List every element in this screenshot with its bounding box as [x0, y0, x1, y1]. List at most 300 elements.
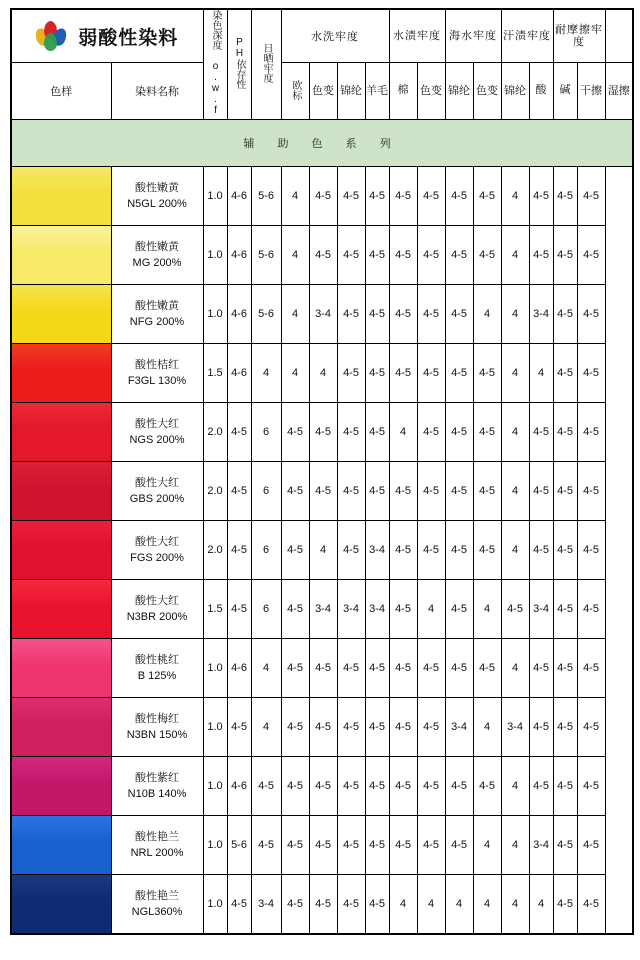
fastness-value: 4-5 — [389, 521, 417, 580]
fastness-value: 4-5 — [445, 757, 473, 816]
fastness-value: 4-5 — [337, 344, 365, 403]
header-seawater-group: 海水牢度 — [445, 9, 501, 63]
fastness-value: 4-5 — [337, 285, 365, 344]
fastness-value: 1.0 — [203, 875, 227, 935]
fastness-value: 4-5 — [309, 639, 337, 698]
fastness-value: 4-5 — [445, 639, 473, 698]
dye-name-line2: NGL360% — [131, 906, 183, 918]
fastness-value: 4-5 — [577, 757, 605, 816]
fastness-value: 6 — [251, 521, 281, 580]
fastness-value: 4-5 — [389, 167, 417, 226]
fastness-value: 4 — [529, 344, 553, 403]
header-sweat-acid: 酸 — [529, 63, 553, 120]
color-swatch — [12, 698, 111, 756]
fastness-value: 4-5 — [365, 226, 389, 285]
header-wash-wool: 羊毛 — [365, 63, 389, 120]
fastness-value: 4-5 — [251, 816, 281, 875]
fastness-value: 3-4 — [365, 580, 389, 639]
fastness-value: 4-5 — [365, 816, 389, 875]
fastness-value: 4-5 — [577, 521, 605, 580]
color-swatch-cell — [11, 639, 111, 698]
fastness-value: 4 — [501, 816, 529, 875]
fastness-value: 4-5 — [281, 462, 309, 521]
fastness-value: 4-5 — [227, 875, 251, 935]
fastness-value: 4-5 — [309, 757, 337, 816]
series-banner: 辅 助 色 系 列 — [11, 120, 633, 167]
fastness-value: 4-5 — [309, 816, 337, 875]
fastness-value: 4 — [501, 226, 529, 285]
fastness-value: 4-5 — [473, 226, 501, 285]
fastness-value: 4-5 — [577, 344, 605, 403]
fastness-value: 4 — [389, 875, 417, 935]
dye-name-line1: 酸性嫩黄 — [135, 181, 179, 194]
fastness-value: 4-5 — [417, 226, 445, 285]
table-row — [11, 167, 633, 226]
fastness-value: 4-5 — [445, 344, 473, 403]
fastness-value: 4-5 — [389, 757, 417, 816]
color-swatch — [12, 757, 111, 815]
fastness-value: 4-5 — [309, 875, 337, 935]
fastness-value: 4-5 — [577, 698, 605, 757]
fastness-value: 1.0 — [203, 698, 227, 757]
header-water-group: 水渍牢度 — [389, 9, 445, 63]
color-swatch — [12, 344, 111, 402]
fastness-value: 4 — [501, 344, 529, 403]
fastness-value: 4-5 — [577, 580, 605, 639]
fastness-value: 4 — [501, 757, 529, 816]
fastness-value: 4-5 — [529, 639, 553, 698]
fastness-value: 4-6 — [227, 285, 251, 344]
header-water-stain: 色变 — [417, 63, 445, 120]
color-swatch — [12, 462, 111, 520]
header-light-standard: 欧标 — [281, 63, 309, 120]
fastness-value: 4-6 — [227, 226, 251, 285]
fastness-value: 1.0 — [203, 757, 227, 816]
fastness-value: 4-5 — [389, 580, 417, 639]
color-swatch — [12, 580, 111, 638]
table-row — [11, 226, 633, 285]
table-row — [11, 462, 633, 521]
fastness-value: 4 — [251, 639, 281, 698]
fastness-value: 4 — [501, 403, 529, 462]
fastness-value: 4-5 — [337, 521, 365, 580]
fastness-value: 1.0 — [203, 285, 227, 344]
table-row — [11, 403, 633, 462]
fastness-value: 4-5 — [553, 285, 577, 344]
fastness-value: 4 — [501, 521, 529, 580]
fastness-value: 6 — [251, 403, 281, 462]
fastness-value: 4 — [389, 403, 417, 462]
dye-name-cell — [111, 580, 203, 639]
color-swatch — [12, 226, 111, 284]
header-seawater-nylon: 锦纶 — [501, 63, 529, 120]
fastness-value: 4-6 — [227, 344, 251, 403]
fastness-value: 4-5 — [473, 344, 501, 403]
fastness-value: 4-5 — [365, 167, 389, 226]
fastness-value: 1.0 — [203, 639, 227, 698]
color-swatch — [12, 521, 111, 579]
fastness-value: 4-5 — [445, 580, 473, 639]
dye-name-line2: MG 200% — [132, 257, 182, 269]
color-swatch-cell — [11, 462, 111, 521]
fastness-value: 4-5 — [417, 698, 445, 757]
color-swatch-cell — [11, 344, 111, 403]
dye-name-cell — [111, 462, 203, 521]
fastness-value: 4-5 — [227, 521, 251, 580]
color-swatch — [12, 403, 111, 461]
fastness-value: 4-5 — [281, 580, 309, 639]
fastness-value: 4-5 — [445, 226, 473, 285]
fastness-value: 4 — [501, 462, 529, 521]
header-seawater-stain: 色变 — [473, 63, 501, 120]
fastness-value: 4-5 — [417, 167, 445, 226]
fastness-value: 3-4 — [529, 285, 553, 344]
dye-name-cell — [111, 167, 203, 226]
fastness-value: 4-5 — [529, 167, 553, 226]
color-swatch-cell — [11, 698, 111, 757]
fastness-value: 4-5 — [281, 639, 309, 698]
fastness-value: 4 — [473, 875, 501, 935]
table-row — [11, 580, 633, 639]
four-droplets-icon — [36, 19, 70, 53]
fastness-value: 4-5 — [389, 698, 417, 757]
fastness-value: 4-6 — [227, 167, 251, 226]
fastness-value: 3-4 — [309, 580, 337, 639]
fastness-value: 1.5 — [203, 580, 227, 639]
fastness-value: 4-5 — [473, 757, 501, 816]
fastness-value: 4-5 — [473, 403, 501, 462]
dye-name-line1: 酸性大红 — [135, 594, 179, 607]
fastness-value: 4-5 — [417, 344, 445, 403]
dye-name-line2: NFG 200% — [129, 316, 185, 328]
fastness-value: 4-5 — [389, 285, 417, 344]
fastness-value: 4-5 — [445, 462, 473, 521]
header-wash-group: 水洗牢度 — [281, 9, 389, 63]
dye-fastness-table — [10, 8, 634, 935]
dye-name-line2: F3GL 130% — [127, 375, 187, 387]
fastness-value: 4-5 — [473, 167, 501, 226]
dye-name-cell — [111, 521, 203, 580]
fastness-value: 4 — [417, 875, 445, 935]
dye-name-line1: 酸性艳兰 — [135, 830, 179, 843]
dye-name-cell — [111, 403, 203, 462]
color-swatch-cell — [11, 757, 111, 816]
fastness-value: 4-5 — [417, 757, 445, 816]
fastness-value: 3-4 — [529, 816, 553, 875]
dye-name-line1: 酸性嫩黄 — [135, 299, 179, 312]
header-ph: PH依存性 — [227, 9, 251, 120]
fastness-value: 4-5 — [553, 344, 577, 403]
fastness-value: 4-5 — [337, 167, 365, 226]
dye-name-cell — [111, 757, 203, 816]
fastness-value: 4-5 — [309, 462, 337, 521]
fastness-value: 4-5 — [529, 757, 553, 816]
fastness-value: 4-5 — [553, 639, 577, 698]
header-rub-wet: 湿擦 — [605, 63, 633, 120]
fastness-value: 4-5 — [389, 344, 417, 403]
fastness-value: 4-5 — [577, 875, 605, 935]
fastness-value: 4 — [281, 285, 309, 344]
dye-name-cell — [111, 698, 203, 757]
table-row — [11, 757, 633, 816]
dye-name-line1: 酸性大红 — [135, 417, 179, 430]
fastness-value: 4 — [417, 580, 445, 639]
table-row — [11, 344, 633, 403]
header-rub-dry: 干擦 — [577, 63, 605, 120]
fastness-value: 1.0 — [203, 816, 227, 875]
dye-name-line2: NGS 200% — [129, 434, 185, 446]
header-wash-cotton: 棉 — [389, 63, 417, 120]
dye-name-cell — [111, 285, 203, 344]
fastness-value: 4-5 — [227, 462, 251, 521]
header-depth: 染色深度 o.w.f — [203, 9, 227, 120]
fastness-value: 4-5 — [389, 226, 417, 285]
fastness-value: 6 — [251, 462, 281, 521]
fastness-value: 5-6 — [251, 226, 281, 285]
fastness-value: 2.0 — [203, 403, 227, 462]
dye-name-line2: GBS 200% — [129, 493, 185, 505]
fastness-value: 4-5 — [309, 226, 337, 285]
fastness-value: 4 — [473, 580, 501, 639]
fastness-value: 2.0 — [203, 462, 227, 521]
fastness-value: 3-4 — [309, 285, 337, 344]
header-water-nylon: 锦纶 — [445, 63, 473, 120]
fastness-value: 4-5 — [227, 698, 251, 757]
series-banner-row — [11, 120, 633, 167]
fastness-value: 4 — [251, 344, 281, 403]
fastness-value: 4-5 — [281, 875, 309, 935]
fastness-value: 4-5 — [473, 639, 501, 698]
fastness-value: 4-5 — [577, 285, 605, 344]
fastness-value: 4-5 — [337, 462, 365, 521]
fastness-value: 4-5 — [553, 875, 577, 935]
fastness-value: 4-5 — [281, 757, 309, 816]
fastness-value: 3-4 — [445, 698, 473, 757]
header-wash-nylon: 锦纶 — [337, 63, 365, 120]
fastness-value: 4-5 — [337, 403, 365, 462]
header-wash-stain: 色变 — [309, 63, 337, 120]
color-swatch-cell — [11, 816, 111, 875]
fastness-value: 4-5 — [337, 816, 365, 875]
fastness-value: 4-5 — [577, 167, 605, 226]
fastness-value: 4-5 — [281, 403, 309, 462]
dye-name-line2: N10B 140% — [127, 788, 187, 800]
fastness-value: 4 — [281, 344, 309, 403]
header-color-sample: 色样 — [11, 63, 111, 120]
fastness-value: 4 — [309, 521, 337, 580]
fastness-value: 4-5 — [501, 580, 529, 639]
fastness-value: 4-5 — [577, 403, 605, 462]
fastness-value: 1.0 — [203, 226, 227, 285]
dye-name-line1: 酸性嫩黄 — [135, 240, 179, 253]
fastness-value: 3-4 — [529, 580, 553, 639]
table-row — [11, 698, 633, 757]
fastness-value: 4-5 — [529, 226, 553, 285]
fastness-value: 4 — [501, 875, 529, 935]
fastness-value: 5-6 — [251, 285, 281, 344]
color-swatch — [12, 285, 111, 343]
header-rub-group: 耐摩擦牢度 — [553, 9, 605, 63]
fastness-value: 4-5 — [365, 698, 389, 757]
fastness-value: 6 — [251, 580, 281, 639]
dye-name-line1: 酸性艳兰 — [135, 889, 179, 902]
fastness-value: 4-5 — [529, 403, 553, 462]
fastness-value: 2.0 — [203, 521, 227, 580]
fastness-value: 4-5 — [389, 639, 417, 698]
table-row — [11, 639, 633, 698]
fastness-value: 4-5 — [365, 757, 389, 816]
header-sweat-group: 汗渍牢度 — [501, 9, 553, 63]
dye-name-line1: 酸性大红 — [135, 476, 179, 489]
dye-name-line2: B 125% — [137, 670, 177, 682]
fastness-value: 4-5 — [553, 403, 577, 462]
fastness-value: 4 — [473, 698, 501, 757]
fastness-value: 4-5 — [309, 167, 337, 226]
fastness-value: 4-5 — [227, 403, 251, 462]
fastness-value: 4-5 — [445, 285, 473, 344]
dye-name-line2: FGS 200% — [130, 552, 184, 564]
fastness-value: 4-5 — [251, 757, 281, 816]
fastness-value: 4 — [309, 344, 337, 403]
fastness-value: 4-6 — [227, 757, 251, 816]
dye-name-line1: 酸性梅红 — [135, 712, 179, 725]
fastness-value: 4-5 — [337, 639, 365, 698]
fastness-value: 4-5 — [577, 462, 605, 521]
fastness-value: 4-5 — [417, 816, 445, 875]
fastness-value: 4-5 — [389, 462, 417, 521]
color-swatch-cell — [11, 167, 111, 226]
fastness-value: 4-5 — [473, 521, 501, 580]
fastness-value: 4-5 — [337, 226, 365, 285]
dye-name-line1: 酸性大红 — [135, 535, 179, 548]
color-swatch-cell — [11, 521, 111, 580]
fastness-value: 4-5 — [529, 462, 553, 521]
fastness-value: 4-5 — [529, 521, 553, 580]
fastness-value: 4-5 — [337, 757, 365, 816]
fastness-value: 4 — [251, 698, 281, 757]
header-sweat-alkali: 碱 — [553, 63, 577, 120]
color-swatch — [12, 816, 111, 874]
fastness-value: 4-5 — [445, 521, 473, 580]
dye-name-cell — [111, 226, 203, 285]
fastness-value: 4-5 — [365, 875, 389, 935]
fastness-value: 4-5 — [309, 403, 337, 462]
fastness-value: 4-5 — [281, 816, 309, 875]
fastness-value: 4-5 — [365, 344, 389, 403]
table-row — [11, 285, 633, 344]
fastness-value: 3-4 — [251, 875, 281, 935]
header-row-groups — [11, 9, 633, 63]
fastness-value: 4-5 — [473, 462, 501, 521]
fastness-value: 4-5 — [553, 462, 577, 521]
dye-name-cell — [111, 639, 203, 698]
fastness-value: 4 — [501, 167, 529, 226]
header-row-subs — [11, 63, 633, 120]
fastness-value: 4-5 — [445, 167, 473, 226]
fastness-value: 4-5 — [445, 403, 473, 462]
fastness-value: 4-5 — [337, 875, 365, 935]
fastness-value: 4-5 — [553, 816, 577, 875]
header-light-group: 日晒牢度 — [251, 9, 281, 120]
brand-title: 弱酸性染料 — [78, 26, 179, 49]
fastness-value: 4 — [445, 875, 473, 935]
dye-name-line2: N5GL 200% — [127, 198, 187, 210]
fastness-value: 4-5 — [577, 639, 605, 698]
fastness-value: 4-5 — [417, 285, 445, 344]
fastness-value: 4-5 — [281, 698, 309, 757]
fastness-value: 4-6 — [227, 639, 251, 698]
fastness-value: 4-5 — [553, 757, 577, 816]
dye-name-line1: 酸性桔红 — [135, 358, 179, 371]
dye-name-line1: 酸性桃红 — [135, 653, 179, 666]
color-swatch — [12, 875, 111, 933]
fastness-value: 4-5 — [553, 521, 577, 580]
fastness-value: 3-4 — [365, 521, 389, 580]
fastness-value: 4-5 — [553, 226, 577, 285]
fastness-value: 4-5 — [309, 698, 337, 757]
dye-name-line2: NRL 200% — [130, 847, 184, 859]
fastness-value: 4-5 — [553, 167, 577, 226]
fastness-value: 4-5 — [417, 521, 445, 580]
dye-name-cell — [111, 875, 203, 935]
color-swatch-cell — [11, 403, 111, 462]
fastness-value: 4 — [501, 285, 529, 344]
dye-name-line1: 酸性紫红 — [135, 771, 179, 784]
fastness-value: 4 — [281, 226, 309, 285]
fastness-value: 4 — [473, 285, 501, 344]
table-row — [11, 875, 633, 935]
fastness-value: 4 — [281, 167, 309, 226]
table-body — [11, 167, 633, 935]
color-swatch-cell — [11, 285, 111, 344]
fastness-value: 3-4 — [337, 580, 365, 639]
header-dye-name: 染料名称 — [111, 63, 203, 120]
color-swatch — [12, 167, 111, 225]
color-swatch-cell — [11, 875, 111, 935]
fastness-value: 4 — [473, 816, 501, 875]
fastness-value: 4-5 — [337, 698, 365, 757]
fastness-value: 4-5 — [365, 285, 389, 344]
fastness-value: 4-5 — [365, 639, 389, 698]
fastness-value: 1.0 — [203, 167, 227, 226]
fastness-value: 1.5 — [203, 344, 227, 403]
fastness-value: 4-5 — [417, 462, 445, 521]
dye-name-cell — [111, 816, 203, 875]
table-row — [11, 816, 633, 875]
fastness-value: 4-5 — [553, 698, 577, 757]
color-swatch-cell — [11, 226, 111, 285]
fastness-value: 3-4 — [501, 698, 529, 757]
fastness-value: 4-5 — [365, 462, 389, 521]
fastness-value: 4 — [529, 875, 553, 935]
fastness-value: 4-5 — [389, 816, 417, 875]
dye-name-line2: N3BN 150% — [126, 729, 188, 741]
fastness-value: 4-5 — [577, 816, 605, 875]
brand-cell — [11, 9, 203, 63]
fastness-value: 4-5 — [365, 403, 389, 462]
fastness-value: 4-5 — [281, 521, 309, 580]
fastness-value: 4-5 — [417, 403, 445, 462]
fastness-value: 4-5 — [227, 580, 251, 639]
fastness-value: 4-5 — [445, 816, 473, 875]
fastness-value: 5-6 — [251, 167, 281, 226]
fastness-value: 4-5 — [577, 226, 605, 285]
dye-name-cell — [111, 344, 203, 403]
color-swatch — [12, 639, 111, 697]
table-row — [11, 521, 633, 580]
fastness-value: 4-5 — [417, 639, 445, 698]
fastness-value: 5-6 — [227, 816, 251, 875]
